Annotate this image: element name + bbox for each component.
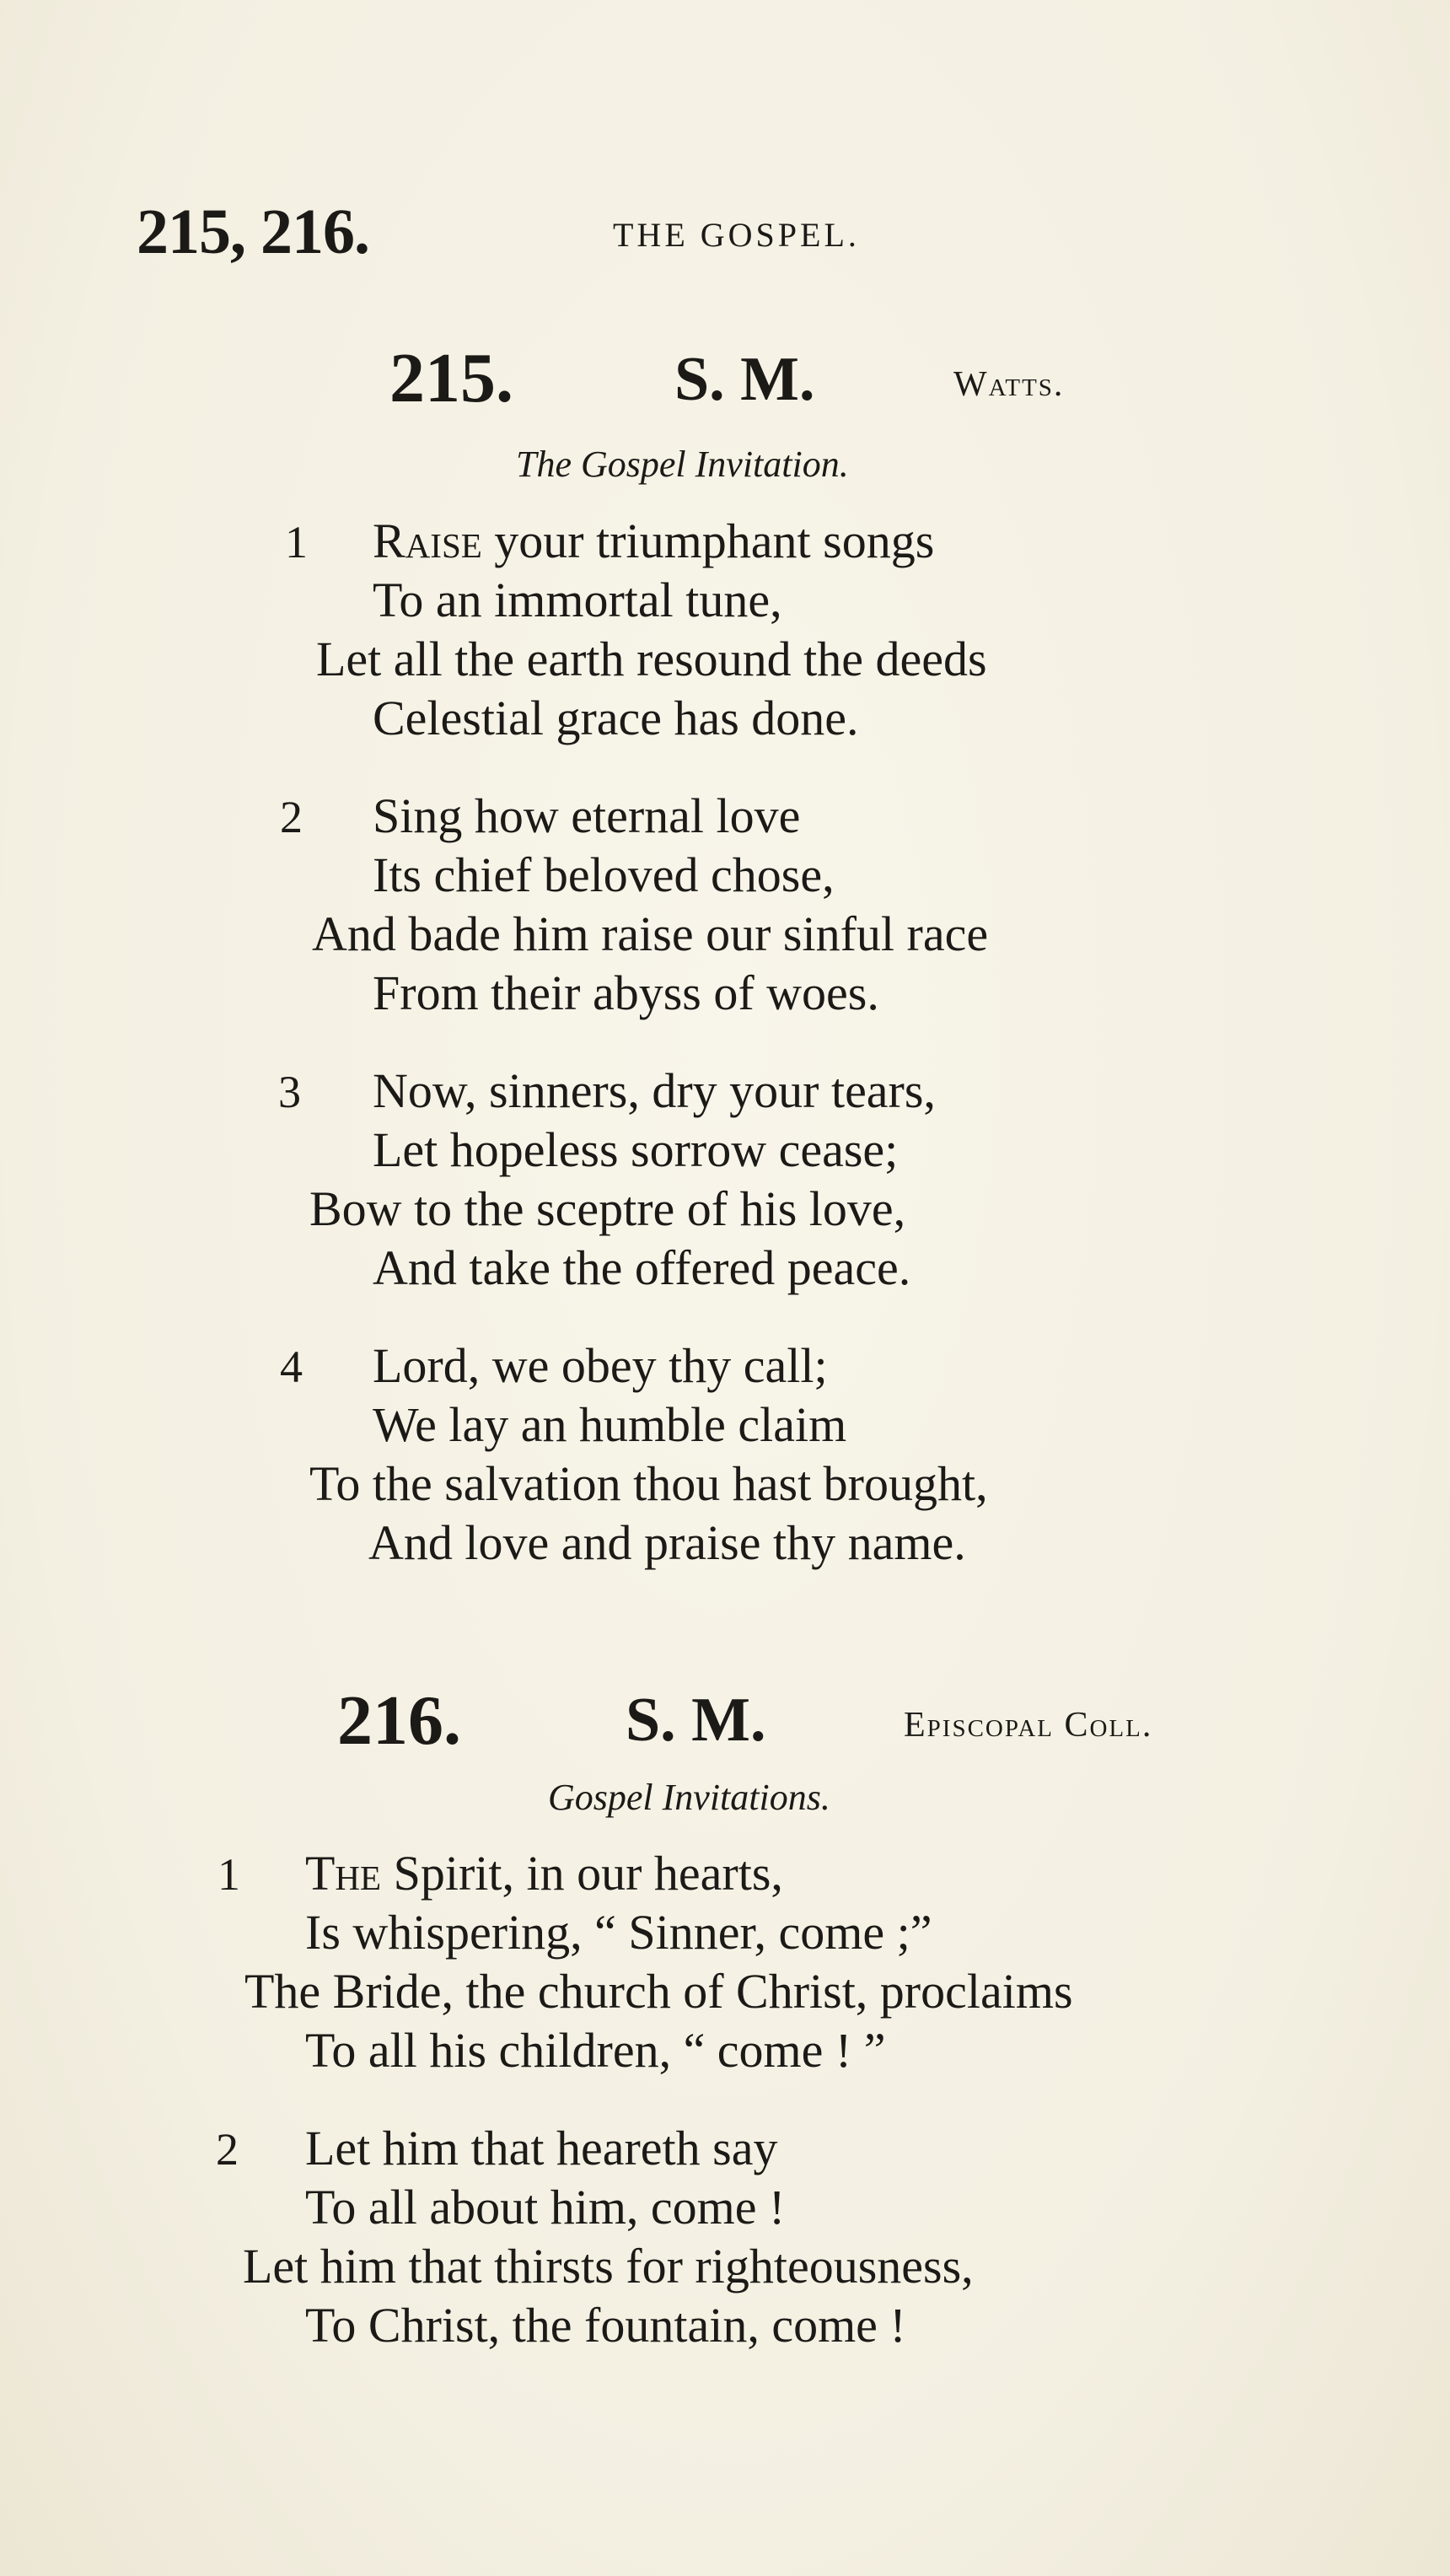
verse-line: Let him that thirsts for righteousness, xyxy=(243,2239,974,2294)
hymn-meter: S. M. xyxy=(674,345,815,414)
verse-line: Let him that heareth say xyxy=(305,2121,778,2175)
hymn-number: 216. xyxy=(337,1681,461,1760)
verse-number: 1 xyxy=(285,517,308,567)
verse-line: To all about him, come ! xyxy=(305,2180,786,2235)
verse-line: And bade him raise our sinful race xyxy=(312,906,989,961)
verse-line: Is whispering, “ Sinner, come ;” xyxy=(305,1905,932,1960)
verse-number: 1 xyxy=(218,1849,240,1900)
verse-first-word: The xyxy=(305,1846,382,1901)
verse-number: 3 xyxy=(278,1067,301,1117)
verse-line: And love and praise thy name. xyxy=(368,1515,966,1570)
verse-line-rest: Spirit, in our hearts, xyxy=(381,1846,783,1901)
verse-line: Sing how eternal love xyxy=(373,788,801,843)
verse-number: 2 xyxy=(216,2124,239,2175)
hymn-author: Episcopal Coll. xyxy=(904,1706,1153,1745)
verse-line: Its chief beloved chose, xyxy=(373,847,835,902)
hymn-author: Watts. xyxy=(953,365,1065,404)
hymn-number: 215. xyxy=(389,339,513,417)
verse-line-rest: your triumphant songs xyxy=(481,514,935,568)
hymn-meter: S. M. xyxy=(626,1686,766,1755)
verse-line: Celestial grace has done. xyxy=(373,691,859,745)
verse-line: We lay an humble claim xyxy=(373,1397,847,1452)
verse-line: To all his children, “ come ! ” xyxy=(305,2023,886,2078)
verse-line: Let all the earth resound the deeds xyxy=(316,632,987,686)
verse-line: Lord, we obey thy call; xyxy=(373,1338,828,1393)
verse-line: Bow to the sceptre of his love, xyxy=(309,1181,906,1236)
verse-line: To the salvation thou hast brought, xyxy=(309,1456,988,1511)
verse-line: To Christ, the fountain, come ! xyxy=(305,2298,906,2353)
verse-line: To an immortal tune, xyxy=(373,573,782,627)
verse-line: Now, sinners, dry your tears, xyxy=(373,1063,936,1118)
hymn-subtitle: The Gospel Invitation. xyxy=(516,444,849,485)
verse-line xyxy=(373,513,934,569)
verse-first-word: Raise xyxy=(373,514,482,568)
verse-line: Let hopeless sorrow cease; xyxy=(373,1122,899,1177)
verse-number: 4 xyxy=(280,1342,303,1392)
verse-line: From their abyss of woes. xyxy=(373,965,879,1020)
verse-line: And take the offered peace. xyxy=(373,1240,911,1295)
verse-line: The Bride, the church of Christ, proclaims xyxy=(244,1964,1073,2019)
running-head-hymn-numbers: 215, 216. xyxy=(137,196,369,267)
running-head-title: THE GOSPEL. xyxy=(613,216,860,254)
verse-line xyxy=(305,1845,783,1901)
hymn-subtitle: Gospel Invitations. xyxy=(548,1777,830,1818)
verse-number: 2 xyxy=(280,792,303,842)
